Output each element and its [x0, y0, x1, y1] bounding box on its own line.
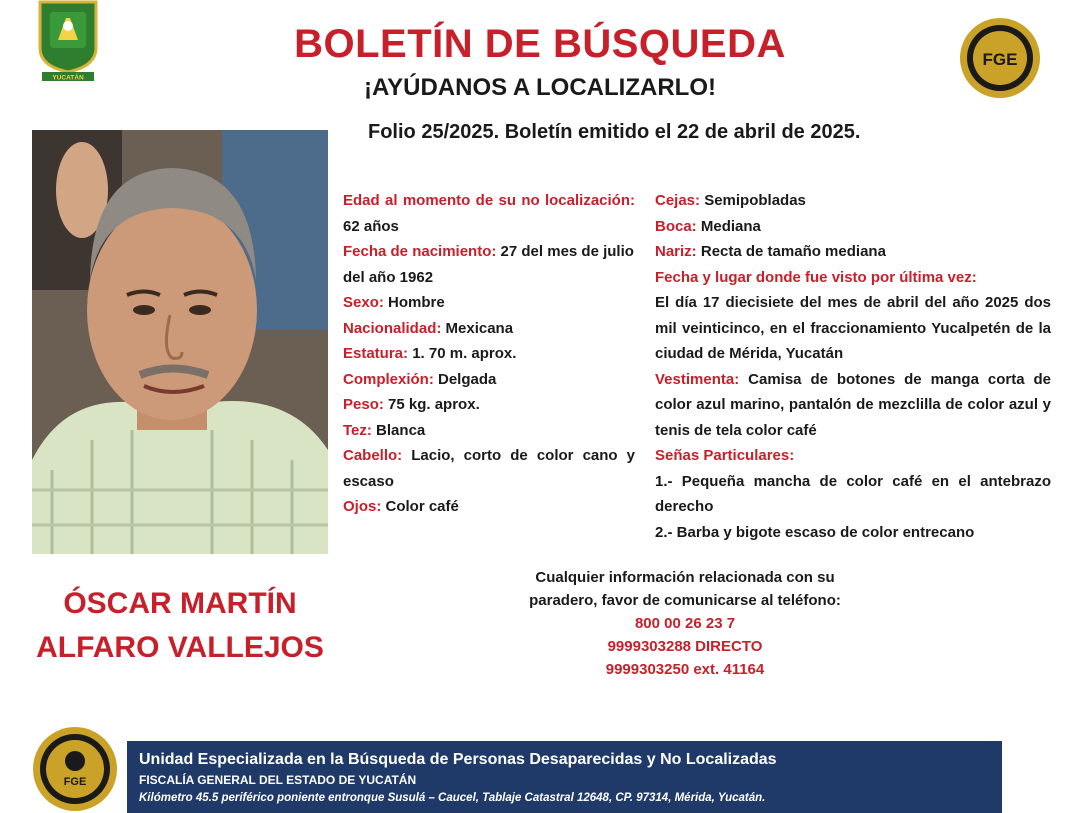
distinguishing-mark-2: 2.- Barba y bigote escaso de color entrecano: [655, 523, 975, 541]
yucatan-shield-logo: [36, 0, 100, 82]
phone-direct: 9999303288 DIRECTO: [607, 638, 763, 655]
contact-line-2: paradero, favor de comunicarse al teléfono:: [529, 592, 841, 609]
detail-birthdate: Fecha de nacimiento: 27 del mes de julio del año 1962: [343, 243, 634, 286]
folio-line: Folio 25/2025. Boletín emitido el 22 de abril de 2025.: [368, 121, 861, 143]
detail-eyebrows: Cejas: Semipobladas: [655, 192, 806, 209]
fge-seal-text: FGE: [982, 50, 1018, 69]
bulletin-title: BOLETÍN DE BÚSQUEDA: [294, 22, 786, 66]
details-right-column: [655, 188, 1051, 545]
detail-age: Edad al momento de su no localización: 62 años: [343, 192, 635, 235]
detail-clothing: Vestimenta: Camisa de botones de manga corta de color azul marino, pantalón de mezclilla de color azul y tenis de tela color café: [655, 370, 1051, 439]
name-line-1: ÓSCAR MARTÍN: [63, 587, 297, 620]
detail-build: Complexión: Delgada: [343, 370, 497, 388]
footer-address: Kilómetro 45.5 periférico poniente entronque Susulá – Caucel, Tablaje Catastral 12648, CP. 97314, Mérida, Yucatán.: [139, 792, 766, 804]
bulletin-subtitle: ¡AYÚDANOS A LOCALIZARLO!: [364, 74, 716, 101]
footer-band: [127, 741, 1002, 813]
detail-nationality: Nacionalidad: Mexicana: [343, 319, 514, 337]
phone-extension: 9999303250 ext. 41164: [605, 661, 765, 678]
missing-person-photo: [32, 130, 328, 554]
details-left-column: [343, 188, 635, 520]
detail-weight: Peso: 75 kg. aprox.: [343, 396, 480, 413]
yucatan-text: YUCATÁN: [52, 74, 84, 82]
contact-info: [480, 566, 890, 681]
contact-line-1: Cualquier información relacionada con su: [535, 569, 835, 586]
detail-nose: Nariz: Recta de tamaño mediana: [655, 243, 886, 260]
phone-tollfree: 800 00 26 23 7: [634, 615, 736, 632]
distinguishing-mark-1: 1.- Pequeña mancha de color café en el antebrazo derecho: [655, 472, 1051, 515]
footer-unit-name: Unidad Especializada en la Búsqueda de Personas Desaparecidas y No Localizadas: [139, 751, 777, 768]
fge-seal-logo: [958, 16, 1042, 100]
detail-sex: Sexo: Hombre: [343, 294, 445, 311]
detail-height: Estatura: 1. 70 m. aprox.: [343, 345, 517, 362]
search-unit-seal-logo: [30, 725, 120, 813]
detail-marks-heading: Señas Particulares:: [655, 447, 795, 464]
footer-agency: FISCALÍA GENERAL DEL ESTADO DE YUCATÁN: [139, 773, 417, 787]
detail-hair: Cabello: Lacio, corto de color cano y escaso: [343, 447, 635, 490]
detail-skin: Tez: Blanca: [343, 421, 426, 439]
detail-last-seen: Fecha y lugar donde fue visto por última vez: El día 17 diecisiete del mes de abril del año 2025 dos mil veinticinco, en el fraccionamiento Yucalpetén de la ciudad de Mérida, Yucatán: [655, 268, 1051, 362]
missing-person-name: [0, 582, 360, 670]
unit-seal-text: FGE: [63, 776, 87, 788]
name-line-2: ALFARO VALLEJOS: [36, 631, 324, 664]
detail-mouth: Boca: Mediana: [655, 217, 761, 235]
detail-eyes: Ojos: Color café: [343, 498, 459, 515]
